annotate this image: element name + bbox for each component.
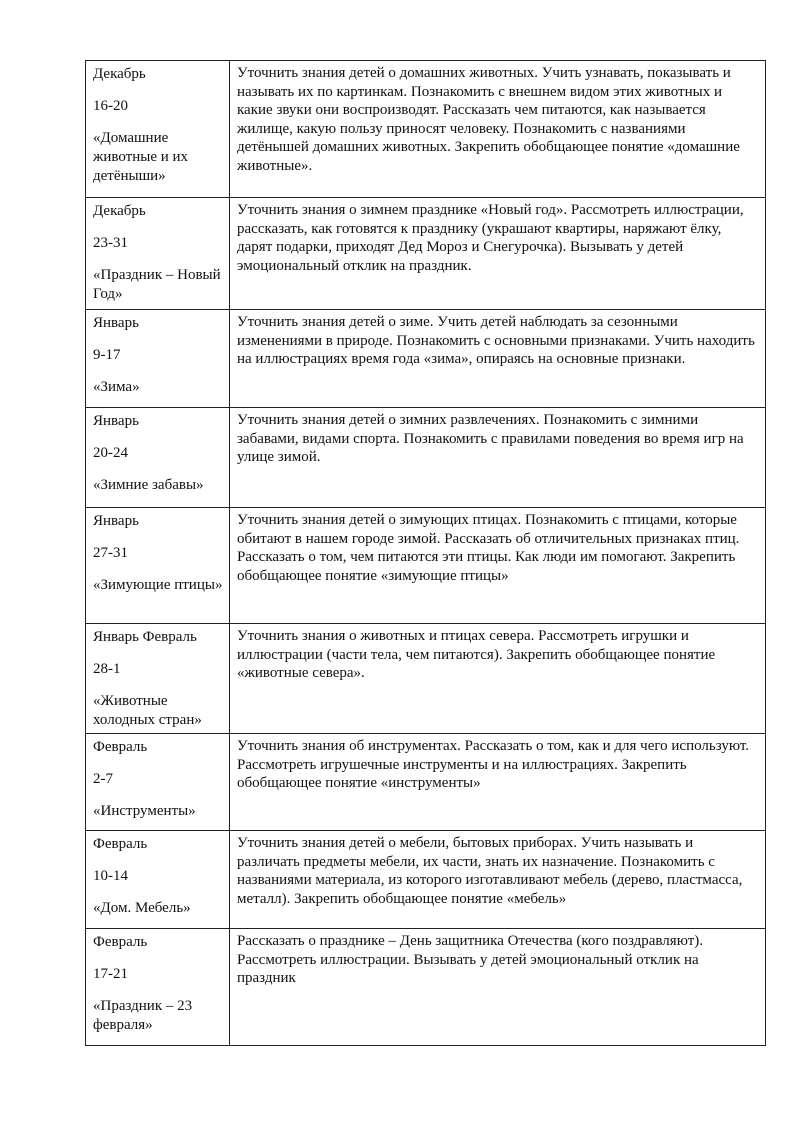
table-row — [86, 310, 766, 408]
dates-label: 16-20 — [93, 98, 128, 114]
description-cell — [230, 408, 766, 508]
period-cell — [86, 310, 230, 408]
dates-label: 17-21 — [93, 966, 128, 982]
plan-table — [85, 60, 766, 1046]
period-cell — [86, 61, 230, 198]
topic-label: «Зима» — [93, 379, 140, 395]
description-cell — [230, 929, 766, 1046]
description-text: Рассказать о празднике – День защитника Отечества (кого поздравляют). Рассмотреть иллюстрации. Вызывать у детей эмоциональный отклик на праздник — [237, 933, 704, 986]
dates-label: 20-24 — [93, 445, 128, 461]
month-label: Февраль — [93, 934, 148, 950]
topic-label: «Дом. Мебель» — [93, 900, 191, 916]
month-label: Февраль — [93, 739, 148, 755]
dates-label: 23-31 — [93, 235, 128, 251]
description-text: Уточнить знания детей о зимних развлечениях. Познакомить с зимними забавами, видами спорта. Познакомить с правилами поведения во время игр на улице зимой. — [237, 412, 744, 465]
topic-label: «Животные холодных стран» — [93, 693, 202, 728]
description-text: Уточнить знания детей о зимующих птицах. Познакомить с птицами, которые обитают в нашем городе зимой. Рассказать об отличительных признаках птиц. Рассказать о том, чем питаются эти птицы. Как люди им помогают. Закрепить обобщающее понятие «зимующие птицы» — [237, 512, 740, 584]
description-cell — [230, 831, 766, 929]
description-text: Уточнить знания об инструментах. Рассказать о том, как и для чего используют. Рассмотреть игрушечные инструменты и на иллюстрациях. Закрепить обобщающее понятие «инструменты» — [237, 738, 750, 791]
topic-label: «Праздник – Новый Год» — [93, 267, 221, 302]
description-text: Уточнить знания о животных и птицах севера. Рассмотреть игрушки и иллюстрации (части тела, чем питаются). Закрепить обобщающее понятие «животные севера». — [237, 628, 716, 681]
month-label: Январь — [93, 513, 139, 529]
description-cell — [230, 310, 766, 408]
month-label: Январь — [93, 315, 139, 331]
table-row — [86, 408, 766, 508]
table-row — [86, 831, 766, 929]
month-label: Декабрь — [93, 203, 146, 219]
month-label: Декабрь — [93, 66, 146, 82]
dates-label: 2-7 — [93, 771, 113, 787]
description-cell — [230, 508, 766, 624]
description-cell — [230, 624, 766, 734]
dates-label: 27-31 — [93, 545, 128, 561]
dates-label: 10-14 — [93, 868, 128, 884]
table-row — [86, 61, 766, 198]
description-text: Уточнить знания детей о зиме. Учить детей наблюдать за сезонными изменениями в природе. Познакомить с основными признаками. Учить находить на иллюстрациях время года «зима», опираясь на основные признаки. — [237, 314, 755, 367]
period-cell — [86, 408, 230, 508]
table-row — [86, 929, 766, 1046]
dates-label: 28-1 — [93, 661, 121, 677]
table-row — [86, 624, 766, 734]
table-row — [86, 734, 766, 831]
period-cell — [86, 831, 230, 929]
topic-label: «Праздник – 23 февраля» — [93, 998, 193, 1033]
month-label: Февраль — [93, 836, 148, 852]
period-cell — [86, 929, 230, 1046]
description-text: Уточнить знания детей о мебели, бытовых приборах. Учить называть и различать предметы мебели, их части, знать их назначение. Познакомить с названиями материала, из которого изготавливают мебель (дерево, пластмасса, металл). Закрепить обобщающее понятие «мебель» — [237, 835, 743, 907]
description-cell — [230, 198, 766, 310]
description-text: Уточнить знания детей о домашних животных. Учить узнавать, показывать и называть их по картинкам. Познакомить с внешнем видом этих животных и какие звуки они воспроизводят. Рассказать чем питаются, как называется жилище, какую пользу приносят человеку. Познакомить с названиями детёнышей домашних животных. Закрепить обобщающее понятие «домашние животные». — [237, 65, 740, 174]
topic-label: «Зимующие птицы» — [93, 577, 223, 593]
description-text: Уточнить знания о зимнем празднике «Новый год». Рассмотреть иллюстрации, рассказать, как готовятся к празднику (украшают квартиры, наряжают ёлку, дарят подарки, приходят Дед Мороз и Снегурочка). Вызывать у детей эмоциональный отклик на праздник. — [237, 202, 744, 274]
description-cell — [230, 734, 766, 831]
table-row — [86, 198, 766, 310]
topic-label: «Домашние животные и их детёныши» — [93, 130, 189, 184]
dates-label: 9-17 — [93, 347, 121, 363]
topic-label: «Инструменты» — [93, 803, 196, 819]
table-row — [86, 508, 766, 624]
period-cell — [86, 198, 230, 310]
topic-label: «Зимние забавы» — [93, 477, 204, 493]
period-cell — [86, 734, 230, 831]
month-label: Январь Февраль — [93, 629, 197, 645]
period-cell — [86, 624, 230, 734]
period-cell — [86, 508, 230, 624]
description-cell — [230, 61, 766, 198]
month-label: Январь — [93, 413, 139, 429]
